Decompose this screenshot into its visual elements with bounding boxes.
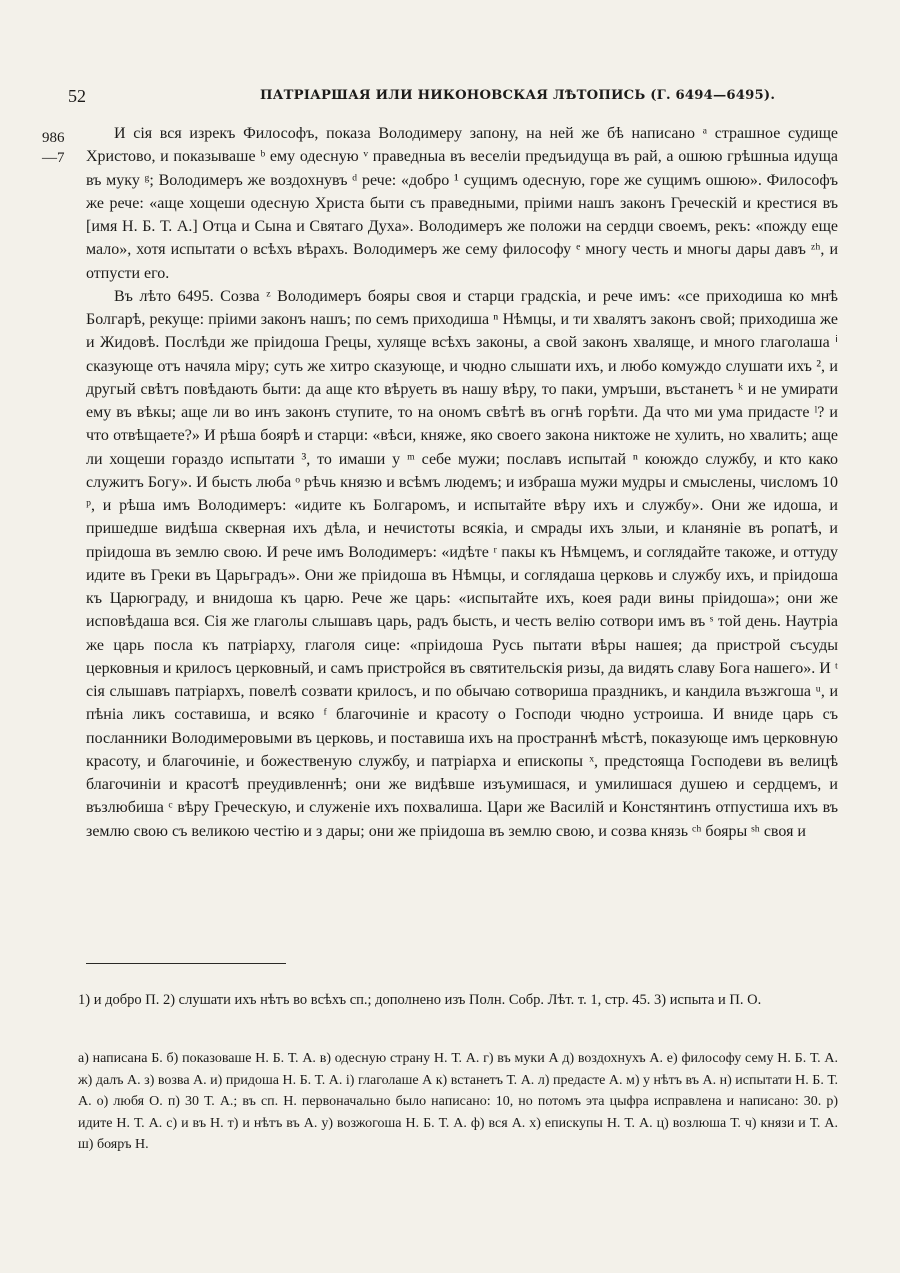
paragraph-year-6495: Въ лѣто 6495. Созва ᶻ Володимеръ бояры своя и старци градскіа, и рече имъ: «се приходиша ко мнѣ Болгарѣ, рекуще: пріими законъ нашъ; по семъ приходиша ⁿ Нѣмцы, и ти хвалятъ законъ свой; приходиша же и Жидовѣ. Послѣди же пріидоша Грецы, хуляще всѣхъ законы, а свой законъ хваляще, и много глаголаша ⁱ сказующе отъ начяла міру; суть же хитро сказующе, и чюдно слышати ихъ, и любо комуждо слушати ихъ ², и другый свѣтъ повѣдають быти: да аще кто вѣруеть въ нашу вѣру, то паки, умръши, въстанетъ ᵏ и не умирати ему въ вѣкы; аще ли во инъ законъ ступите, то на ономъ свѣтѣ въ огнѣ горѣти. Да что ми ума придасте ˡ? и что отвѣщаете?» И рѣша боярѣ и старци: «вѣси, княже, яко своего закона никтоже не хулить, но хвалить; аще ли хощеши гораздо испытати ³, то имаши у ᵐ себе мужи; пославъ испытай ⁿ коюждо службу, и кто како служитъ Богу». И бысть люба ᵒ рѣчь князю и всѣмъ людемъ; и избраша мужи мудры и смыслены, числомъ 10 ᵖ, и рѣша имъ Володимеръ: «идите къ Болгаромъ, и испытайте вѣру ихъ и службу». Они же идоша, и пришедше видѣша скверная ихъ дѣла, и нечистоты всякіа, и смрады ихъ злыи, и кланяніе въ ропатѣ, и пріидоша въ землю свою. И рече имъ Володимеръ: «идѣте ʳ пакы къ Нѣмцемъ, и соглядайте такоже, и оттуду идите въ Греки въ Царьградъ». Они же пріидоша въ Нѣмцы, и соглядаша церковь и службу ихъ, и пріидоша къ Царюграду, и внидоша къ царю. Рече же царь: «испытайте ихъ, коея ради вины пріидоша»; они же исповѣдаша вся. Сія же глаголы слышавъ царь, радъ бысть, и честь велію сотвори имъ въ ˢ той день. Наутріа же царь посла къ патріарху, глаголя сице: «пріидоша Русь пытати вѣры нашея; да пристрой съсуды церковныя и крилосъ церковный, и самъ пристройся въ святительскія ризы, да видять славу Бога нашего». И ᵗ сія слышавъ патріархъ, повелѣ созвати крилосъ, и по обычаю сотвориша праздникъ, и кандила възжгоша ᵘ, и пѣніа ликъ составиша, и всяко ᶠ благочиніе и красоту о Господи чюдно устроиша. И вниде царь съ посланники Володимеровыми въ церковь, и поставиша ихъ на пространнѣ мѣстѣ, показующе имъ церковную красоту, и благочиніе, и божественую службу, и патріарха и епископы ˣ, предстояща Господеви въ велицѣ благочиніи и красотѣ преудивленнѣ; они же видѣвше изъумишася, и умилишася душею и сердцемъ, и възлюбиша ᶜ вѣру Греческую, и служеніе ихъ похвалиша. Цари же Василій и Констянтинъ отпустиша ихъ въ землю свою съ великою честію и з дары; они же пріидоша въ землю свою, и созва князь ᶜʰ бояры ˢʰ своя и — [86, 287, 838, 840]
footnote-divider — [86, 963, 286, 964]
numbered-footnotes-text: 1) и добро П. 2) слушати ихъ нѣтъ во всѣхъ сп.; дополнено изъ Полн. Собр. Лѣт. т. 1, стр. 45. 3) испыта и П. О. — [78, 992, 762, 1008]
paragraph-philosopher: И сія вся изрекъ Философъ, показа Володимеру запону, на ней же бѣ написано ᵃ страшное судище Христово, и показываше ᵇ ему одесную ᵛ праведныа въ веселіи предъидуща въ рай, а ошюю грѣшныа идуща въ муку ᵍ; Володимеръ же воздохнувъ ᵈ рече: «добро ¹ сущимъ одесную, горе же сущимъ ошюю». Философъ же рече: «аще хощеши одесную Христа быти съ праведными, пріими нашъ законъ Греческій и крестися въ [имя Н. Б. Т. А.] Отца и Сына и Святаго Духа». Володимеръ же положи на сердци своемъ, рекъ: «пожду еще мало», хотя испытати о всѣхъ вѣрахъ. Володимеръ же сему философу ᵉ многу честь и многы дары давъ ᶻʰ, и отпусти его. — [86, 125, 838, 282]
lettered-footnotes-text: а) написана Б. б) показоваше Н. Б. Т. А. в) одесную страну Н. Т. А. г) въ муки А д) воздохнухъ А. е) философу сему Н. Б. Т. А. ж) далъ А. з) возва А. и) придоша Н. Б. Т. А. і) глаголаше А к) встанетъ Т. А. л) предасте А. м) у нѣтъ въ А. н) испытати Н. Б. Т. А. о) любя О. п) 30 Т. А.; въ сп. Н. первоначально было написано: 10, но потомъ эта цыфра исправлена и написано: 30. р) идите Н. Т. А. с) и въ Н. т) и нѣтъ въ А. у) возжогоша Н. Б. Т. А. ф) вся А. х) епискупы Н. Т. А. ц) возлюша Т. ч) князи и Т. А. ш) бояръ Н. — [78, 1051, 838, 1152]
numbered-footnotes — [78, 990, 838, 1011]
page-number: 52 — [68, 86, 86, 106]
margin-year-note — [42, 128, 82, 168]
running-title: ПАТРІАРШАЯ ИЛИ НИКОНОВСКАЯ ЛѢТОПИСЬ (Г. 6494—6495). — [260, 88, 776, 103]
margin-year-line-2: —7 — [42, 150, 65, 166]
page-header — [60, 84, 840, 110]
margin-year-line-1: 986 — [42, 130, 65, 146]
chronicle-text — [86, 122, 838, 843]
lettered-footnotes — [78, 1048, 838, 1156]
